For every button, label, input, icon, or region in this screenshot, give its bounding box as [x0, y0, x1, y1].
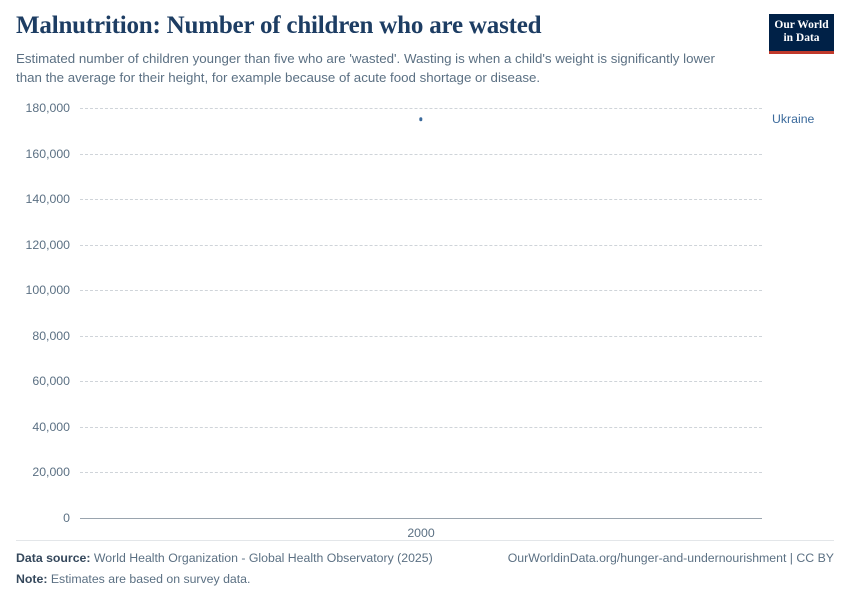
y-axis-tick-label: 100,000: [25, 283, 70, 298]
y-axis-tick-label: 140,000: [25, 192, 70, 207]
logo-line-2: in Data: [783, 31, 820, 44]
gridline: [80, 336, 762, 337]
gridline: [80, 245, 762, 246]
y-axis-tick-label: 180,000: [25, 101, 70, 115]
gridline: [80, 472, 762, 473]
chart-note-value: Estimates are based on survey data.: [50, 571, 251, 586]
chart-plot-area[interactable]: [0, 98, 850, 540]
y-axis-tick-label: 20,000: [32, 465, 70, 480]
x-axis-tick-label: 2000: [407, 526, 435, 540]
gridline: [80, 199, 762, 200]
y-axis-tick-label: 160,000: [25, 146, 70, 161]
data-source-value: World Health Organization - Global Health Observatory (2025): [93, 551, 433, 566]
page-title: Malnutrition: Number of children who are wasted: [16, 12, 542, 39]
y-axis-tick-label: 80,000: [32, 328, 70, 343]
chart-subtitle: Estimated number of children younger than five who are 'wasted'. Wasting is when a child's weight is significantly lower than the average for their height, for example because of acute food shortage or disease.: [16, 50, 715, 85]
gridline: [80, 427, 762, 428]
y-axis-tick-label: 120,000: [25, 237, 70, 252]
chart-header: [16, 12, 756, 88]
y-axis-tick-labels: [0, 98, 76, 528]
owid-link[interactable]: OurWorldinData.org/hunger-and-undernourishment | CC BY: [507, 551, 834, 566]
gridline: [80, 108, 762, 109]
y-axis-tick-label: 40,000: [32, 419, 70, 434]
gridline: [80, 381, 762, 382]
chart-footer: [16, 540, 834, 588]
gridline: [80, 154, 762, 155]
chart-note: [16, 570, 834, 588]
chart-grid: [80, 98, 815, 540]
data-source: [16, 549, 433, 567]
data-source-label: Data source:: [16, 551, 91, 566]
data-point[interactable]: [419, 118, 422, 121]
chart-note-label: Note:: [16, 571, 48, 586]
gridline: [80, 290, 762, 291]
x-axis-line: [80, 518, 762, 519]
y-axis-tick-label: 0: [63, 511, 70, 525]
our-world-in-data-logo[interactable]: [769, 14, 834, 54]
series-label[interactable]: Ukraine: [772, 112, 815, 127]
y-axis-tick-label: 60,000: [32, 374, 70, 389]
logo-line-1: Our World: [774, 19, 829, 31]
